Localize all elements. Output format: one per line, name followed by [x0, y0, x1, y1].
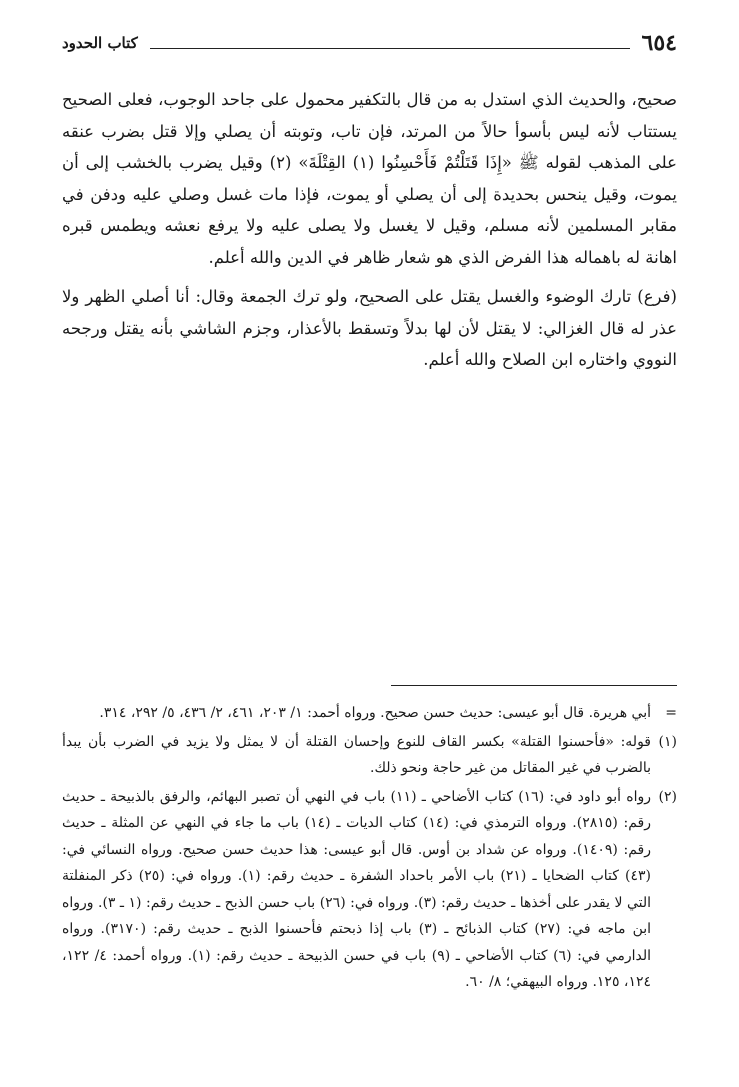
footnote: [62, 700, 677, 727]
footnote: [62, 729, 677, 782]
page-header: [62, 30, 677, 56]
footnote-mark: =: [665, 705, 677, 721]
footnote-mark: (٢): [658, 788, 677, 805]
footnote-text: أبي هريرة. قال أبو عيسى: حديث حسن صحيح. ورواه أحمد: ١/ ٢٠٣، ٤٦١، ٢/ ٤٣٦، ٥/ ٢٩٢، ٣١٤.: [99, 705, 651, 721]
footnote-text: قوله: «فأحسنوا القتلة» بكسر القاف للنوع وإحسان القتلة أن لا يمثل ولا يزيد في الضرب بأن يبدأ بالضرب في غير المقاتل من غير حاجة ونحو ذلك.: [62, 733, 651, 776]
header-divider: [150, 48, 630, 49]
footnote-divider: [391, 685, 677, 686]
page-number: ٦٥٤: [641, 30, 677, 56]
book-title: كتاب الحدود: [62, 34, 138, 52]
footnote: [62, 784, 677, 996]
body-paragraph: (فرع) تارك الوضوء والغسل يقتل على الصحيح، ولو ترك الجمعة وقال: أنا أصلي الظهر ولا عذر له قال الغزالي: لا يقتل لأن لها بدلاً وتسقط بالأعذار، وجزم الشاشي بأنه يقتل ورجحه النووي واختاره ابن الصلاح والله أعلم.: [62, 287, 677, 369]
footnote-mark: (١): [658, 733, 677, 750]
footnotes: [62, 700, 677, 998]
footnote-text: رواه أبو داود في: (١٦) كتاب الأضاحي ـ (١١) باب في النهي أن تصبر البهائم، والرفق بالذبيحة ـ حديث رقم: (٢٨١٥). ورواه الترمذي في: (١٤) كتاب الديات ـ (١٤) باب ما جاء في النهي عن المثلة ـ حديث رقم: (١٤٠٩). ورواه عن شداد بن أوس. قال أبو عيسى: هذا حديث حسن صحيح. ورواه النسائي في: (٤٣) كتاب الضحايا ـ (٢١) باب الأمر باحداد الشفرة ـ حديث رقم: (١). ورواه في: (٢٥) ذكر المنفلتة التي لا يقدر على أخذها ـ حديث رقم: (٣). ورواه في: (٢٦) باب حسن الذبح ـ حديث رقم: (١ ـ ٣). ورواه ابن ماجه في: (٢٧) كتاب الذبائح ـ (٣) باب إذا ذبحتم فأحسنوا الذبح ـ حديث رقم: (٣١٧٠). ورواه الدارمي في: (٦) كتاب الأضاحي ـ (٩) باب في حسن الذبيحة ـ حديث رقم: (١). ورواه أحمد: ٤/ ١٢٢، ١٢٤، ١٢٥. ورواه البيهقي؛ ٨/ ٦٠.: [62, 788, 652, 990]
main-text: [62, 84, 677, 384]
body-paragraph: صحيح، والحديث الذي استدل به من قال بالتكفير محمول على جاحد الوجوب، فعلى الصحيح يستتاب لأنه ليس بأسوأ حالاً من المرتد، فإن تاب، وتوبته أن يصلي وإلا قتل بضرب عنقه على المذهب لقوله ﷺ «إِذَا قَتَلْتُمْ فَأَحْسِنُوا (١) القِتْلَةَ» (٢) وقيل يضرب بالخشب إلى أن يموت، وقيل ينحس بحديدة إلى أن يصلي أو يموت، فإذا مات غسل وصلي عليه ودفن في مقابر المسلمين لأنه مسلم، وقيل لا يغسل ولا يصلى عليه ولا يرفع نعشه ويطمس قبره اهانة له باهماله هذا الفرض الذي هو شعار ظاهر في الدين والله أعلم.: [62, 90, 677, 267]
